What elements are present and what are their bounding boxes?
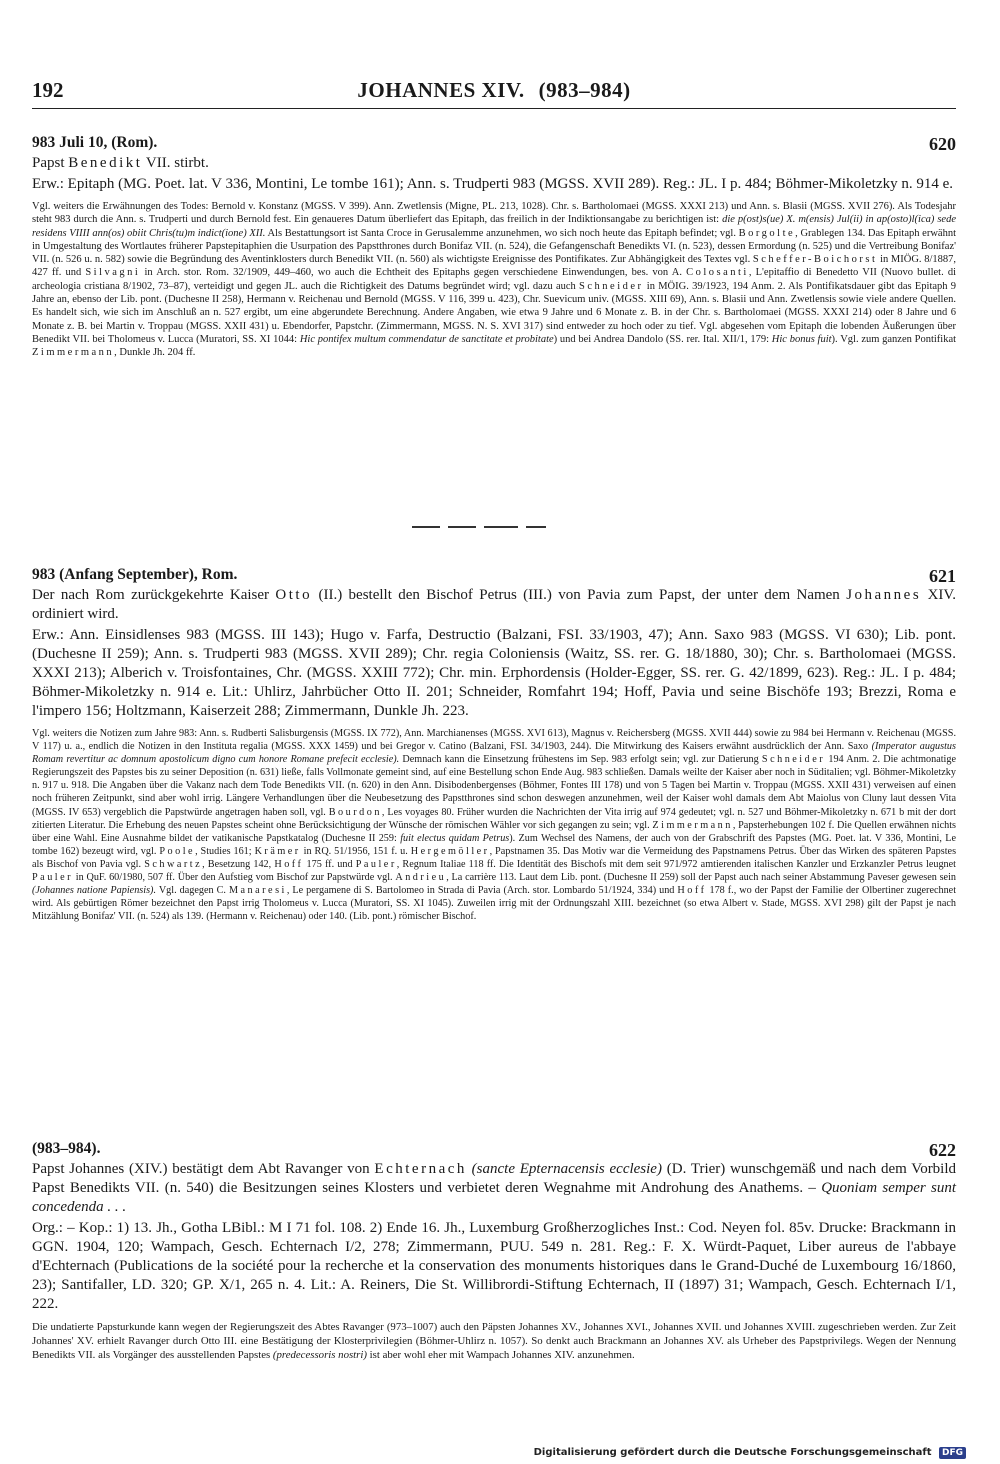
spaced-name: Poole (159, 845, 196, 857)
commentary-text: , Besetzung 142, (202, 858, 272, 870)
entry-head (32, 134, 956, 154)
references: Org.: – Kop.: 1) 13. Jh., Gotha LBibl.: M I 71 fol. 108. 2) Ende 16. Jh., Luxemburg Großherzogliches Inst.: Cod. Neyen fol. 85v. Drucke: Brackmann in GGN. 1904, 120; Wampach, Gesch. Echternach I/2, 278; Zimmermann, PUU. 549 n. 281. Reg.: F. X. Würdt-Paquet, Liber aureus de l'abbaye d'Echternach (Publications de la société pour la recherche et la conservation des monuments historiques dans le Grand-Duché de Luxembourg 16/1860, 23); Santifaller, LD. 320; GP. X/1, 265 n. 4. Lit.: A. Reiners, Die St. Willibrordi-Stiftung Echternach, II (1897) 31; Wampach, Gesch. Echternach I/1, 222. (32, 1220, 956, 1312)
entry-head (32, 566, 956, 586)
refs-part: Erw.: Epitaph (MG. Poet. lat. V 336, Montini, Le tombe 161); Ann. s. Trudperti 983 (MGSS. XVII 289). (32, 176, 660, 192)
regest-part: XIV. ordiniert wird. (32, 587, 957, 622)
commentary-text: Vgl. weiters die Notizen zum Jahre 983: Ann. s. Rudberti Salisburgensis (MGSS. IX 772), Ann. Marchianenses (MGSS. XVI 613), Magnus v. Reichersberg (MGSS. XVII 444) sowie zu 984 bei Hermann v. Reichenau (MGSS. V 117) u. a., endlich die Notizen in den Instituta regalia (MGSS. XXX 1459) und bei Gregor v. Catino (Balzani, FSI. 34/1903, 244). Die Mitwirkung des Kaisers erwähnt ausdrücklich der Ann. Saxo (32, 728, 956, 753)
references (32, 175, 956, 194)
pontificate-years: (983–984) (538, 78, 631, 102)
entry-date: 983 Juli 10, (Rom). (32, 134, 158, 151)
commentary-text: 178 f., wo der Papst der Familie der Olbertiner zugerechnet wird. Als gebürtigen Römer bezeichnet den Papst irrig Tholomeus v. Lucca (Muratori, SS. XI 1045). Zuweilen irrig mit der Ordnungszahl XIII. bezeichnet (so etwa Albert v. Stade, MGSS. XVI 298) gilt der Papst je nach Mitzählung Bonifaz' VII. (n. 524) als 139. (Hermann v. Reichenau) oder 140. (Lib. pont.) römischer Bischof. (32, 885, 957, 923)
spaced-name: Benedikt (68, 155, 143, 171)
references: Erw.: Ann. Einsidlenses 983 (MGSS. III 143); Hugo v. Farfa, Destructio (Balzani, FSI. 33/1903, 47); Ann. Saxo 983 (MGSS. VI 630); Lib. pont. (Duchesne II 259); Ann. s. Trudperti 983 (MGSS. XVII 289); Chr. regia Coloniensis (Waitz, SS. rer. G. 18/1880, 30); Chr. s. Bartholomaei (MGSS. XXXI 213); Alberich v. Troisfontaines, Chr. (MGSS. XXIII 772); Chr. min. Erphordensis (Holder-Egger, SS. rer. G. 42/1899, 623). Reg.: JL. I p. 484; Böhmer-Mikoletzky n. 914 e. Lit.: Uhlirz, Jahrbücher Otto II. 201; Schneider, Romfahrt 194; Hoff, Pavia und seine Bischöfe 193; Brezzi, Roma e l'impero 156; Holtzmann, Kaiserzeit 288; Zimmermann, Dunkle Jh. 223. (32, 627, 956, 719)
regest-part: (D. Trier) wunschgemäß und nach dem Vorbild Papst Benedikts VII. (n. 540) die Besitzungen seines Klosters und verbietet deren Wegnahme mit Androhung des Anathems. – (32, 1161, 957, 1196)
commentary-text: in MIÖG. 8/1887, 427 ff. und (32, 254, 957, 279)
spaced-name: Scheffer-Boichorst (752, 254, 878, 266)
spaced-name: Hergemöller (410, 845, 490, 857)
regest-entry-622 (32, 1140, 956, 1362)
spaced-name: Hoff (677, 885, 707, 897)
spaced-name: Zimmermann (32, 347, 115, 359)
commentary-text: Als Bestattungsort ist Santa Croce in Gerusalemme anzunehmen, wo sich noch heute das Epitaph befindet; vgl. (267, 227, 736, 239)
spaced-name: Echternach (374, 1161, 467, 1177)
spaced-name: Bourdon (328, 806, 382, 818)
spaced-name: Schneider (761, 754, 826, 766)
spaced-name: Andrieu (395, 872, 447, 884)
italic-quote: Hic bonus fuit (771, 333, 832, 345)
commentary-text: , Papsterhebungen 102 f. Die Quellen erwähnen nichts über eine Wahl. Eine Ausnahme bildet der vatikanische Papstkatalog (Duchesne II 259: (32, 819, 956, 844)
spaced-name: Pauler (355, 858, 397, 870)
regest-part: Papst Johannes (XIV.) bestätigt dem Abt Ravanger von (32, 1161, 370, 1177)
commentary-text: , Les voyages 80. Früher wurden die Nachrichten der Vita irrig auf 974 gedeutet; vgl. n. 527 und Böhmer-Mikoletzky n. 671 b mit der dort zitierten Literatur. Die Erhebung des neuen Papstes scheint ohne Berücksichtigung der Wünsche der römischen Wähler vor sich gegangen zu sein; vgl. (32, 806, 956, 831)
spaced-name: Otto (275, 587, 313, 603)
entry-date: 983 (Anfang September), Rom. (32, 566, 238, 583)
italic-quote: fuit electus quidam Petrus (400, 832, 510, 844)
footer (534, 1447, 966, 1459)
commentary-text: in QuF. 60/1980, 507 ff. Über den Aufstieg vom Bischof zur Papstwürde vgl. (75, 872, 393, 884)
regest-part: (II.) bestellt den Bischof Petrus (III.) von Pavia zum Papst, der unter dem Namen (318, 587, 840, 603)
spaced-name: Johannes (846, 587, 922, 603)
commentary-text: , L'epitaffio di Benedetto VII (Nuovo bullet. di archeologia cristiana 8/1902, 73–87), verteidigt und gegen JL. auch die Richtigkeit des Datums begründet wird; vgl. dazu auch (32, 267, 957, 292)
commentary-text: in MÖIG. 39/1923, 194 Anm. 2. Als Pontifikatsdauer gibt das Epitaph 9 Jahre an, ebenso der Lib. pont. (Duchesne II 258), Hermann v. Reichenau und Bernold (MGSS. V 116, 399 u. 423), Chr. Suevicum univ. (MGSS. XIII 69), Ann. s. Blasii und Ann. Zwetlensis sowie viele andere Quellen. Es handelt sich, wie sich im Anschluß an n. 527 ergibt, um eine abgerundete Berechnung. Andere Angaben, wie etwa 9 Jahre und 6 Monate z. B. in der Chr. s. Bartholomaei (MGSS. XXXI 214) oder 8 Jahre und 6 Monate z. B. bei Martin v. Troppau (MGSS. XXII 431) u. Ebendorfer, Papstchr. (Zimmermann, MGSS. N. S. XVI 317) sind entweder zu hoch oder zu tief. Vgl. abgesehen vom Epitaph die lobenden Äußerungen über Benedikt VII. bei Tholomeus v. Lucca (Muratori, SS. XI 1044: (32, 280, 957, 345)
spaced-name: Schwartz (144, 858, 203, 870)
regest-part: Papst (32, 155, 65, 171)
spaced-name: Silvagni (85, 267, 141, 279)
entry-number: 622 (929, 1140, 956, 1160)
regest-part: Der nach Rom zurückgekehrte Kaiser (32, 587, 270, 603)
commentary (32, 200, 956, 360)
commentary-text: 175 ff. und (306, 858, 353, 870)
spaced-name: Manaresi (228, 885, 287, 897)
commentary-text: Die undatierte Papsturkunde kann wegen der Regierungszeit des Abtes Ravanger (973–1007) auch den Päpsten Johannes XV., Johannes XVI., Johannes XVII. und Johannes XVIII. zugeschrieben werden. Zur Zeit Johannes' XV. erhielt Ravanger durch Otto III. eine Bestätigung der Klosterprivilegien (Böhmer-Uhlirz n. 1057). So denkt auch Brackmann an Johannes XV. als Urheber des Papstprivilegs. Wegen der Nennung Benedikts VII. als Vorgänger des ausstellenden Papstes (32, 1321, 956, 1361)
incipit: Quoniam semper sunt concedenda . . . (32, 1180, 957, 1215)
regest-entry-621 (32, 566, 956, 923)
italic-quote: (predecessoris nostri) (272, 1349, 367, 1361)
commentary-text: 194 Anm. 2. Die achtmonatige Regierungszeit des Papstes bis zu seiner Deposition (n. 631) ließe, falls Vollmonate gemeint sind, auf eine Bestellung schon Ende Aug. 983 schließen. Damals weilte der Kaiser aber noch in Süditalien; vgl. Böhmer-Mikoletzky n. 917 u. 918. Die Angaben über die Vakanz nach dem Tode Benedikts VII. (n. 620) in den Ann. Disibodenbergenses (Böhmer, Fontes III 178) und von 5 Tagen bei Martin v. Troppau (MGSS. XXII 431) verweisen auf einen noch früheren Zeitpunkt, sind aber wohl irrig. Längere Verhandlungen über die Neubesetzung des Papstthrones sind schon deswegen anzunehmen, weil der Kaiser wohl damals dem Abt Maiolus von Cluny laut dessen Vita (MGSS. IV 653) vergeblich die Papstwürde angetragen haben soll, vgl. (32, 754, 957, 818)
commentary-text: ). Zum Wechsel des Namens, der auch von der Grabschrift des Papstes (MG. Poet. lat. V 336, Montini, Le tombe 162) bezeugt wird, vgl. (32, 832, 957, 857)
refs-part: Reg.: JL. I p. 484; Böhmer-Mikoletzky n. 914 e. (662, 176, 954, 192)
commentary-text: , Regnum Italiae 118 ff. Die Identität des Bischofs mit dem seit 971/972 amtierenden italischen Kanzler und Erzkanzler Petrus leugnet (396, 858, 956, 870)
commentary (32, 1320, 956, 1362)
spaced-name: Schneider (579, 280, 644, 292)
italic-quote: (Imperator augustus Romam revertitur ac domnum apostolicum digno cum honore Romane prefecit ecclesie). (32, 741, 956, 766)
running-head (32, 78, 956, 109)
regest-text (32, 1160, 956, 1217)
commentary-text: in Arch. stor. Rom. 32/1909, 449–460, wo auch die Echtheit des Epitaphs gegen verschiedene Einwendungen, bes. von A. (144, 267, 682, 279)
commentary (32, 727, 956, 923)
page-number: 192 (32, 78, 64, 102)
italic-quote: Hic pontifex multum commendatur de sanctitate et probitate (299, 333, 554, 345)
regest-text (32, 154, 956, 173)
funding-note: Digitalisierung gefördert durch die Deutsche Forschungsgemeinschaft (533, 1447, 932, 1458)
spaced-name: Zimmermann (652, 819, 733, 831)
commentary-text: ist aber wohl eher mit Wampach Johannes XIV. anzunehmen. (369, 1349, 635, 1361)
commentary-text: , Grablegen 134. Das Epitaph erwähnt in Umgestaltung des Wortlautes früherer Papstepitaphien die Usurpation des Papstthrones durch Bonifaz VII. (n. 524), die Gefangenschaft Benedikts VI. (n. 523), dessen Ermordung (n. 525) und die Vertreibung Bonifaz' VII. (n. 526 u. n. 582) sowie die Begründung des Aventinklosters durch Benedikt VII. (n. 560) als wichtigste Ereignisse des Pontifikates. Zur Abhängigkeit des Textes vgl. (32, 227, 956, 266)
italic-quote: (Johannes natione Papiensis). (32, 885, 156, 897)
regest-text (32, 586, 956, 624)
regest-entry-620 (32, 134, 956, 360)
italic-quote: (sancte Epternacensis ecclesie) (471, 1161, 662, 1177)
commentary-text: Vgl. weiters die Erwähnungen des Todes: Bernold v. Konstanz (MGSS. V 399). Ann. Zwetlensis (Migne, PL. 213, 1028). Chr. s. Bartholomaei (MGSS. XXXI 213) und Ann. s. Blasii (MGSS. XVII 276). Als Todesjahr steht 983 durch die Ann. s. Trudperti und durch Bernold fest. Ein genaueres Datum überliefert das Epitaph, das freilich in der Indiktionsangabe zu berichtigen ist: (32, 201, 956, 226)
spaced-name: Colosanti (686, 267, 749, 279)
commentary-text: , Le pergamene di S. Bartolomeo in Strada di Pavia (Arch. stor. Lombardo 51/1924, 334) und (286, 885, 675, 897)
spaced-name: Pauler (32, 872, 74, 884)
commentary-text: ). Vgl. zum ganzen Pontifikat (831, 333, 957, 345)
commentary-text: , Studies 161; (195, 845, 252, 857)
entry-number: 621 (929, 566, 956, 586)
running-title (32, 78, 956, 103)
entry-head (32, 1140, 956, 1160)
commentary-text: , Papstnamen 35. Das Motiv war die Vermeidung des Papstnamens Petrus. Über das Wirken des späteren Papstes als Bischof von Pavia vgl. (32, 845, 957, 870)
spaced-name: Borgolte (738, 227, 796, 239)
regest-part: VII. stirbt. (145, 155, 209, 171)
section-separator (412, 526, 562, 528)
pope-title: JOHANNES XIV. (357, 78, 525, 102)
commentary-text: , La carrière 113. Laut dem Lib. pont. (Duchesne II 259) soll der Papst auch nach seiner Abstammung Paveser gewesen sein (446, 872, 956, 884)
commentary-text: ) und bei Andrea Dandolo (SS. rer. Ital. XII/1, 179: (553, 333, 770, 345)
spaced-name: Krämer (254, 845, 301, 857)
spaced-name: Hoff (274, 858, 304, 870)
commentary-text: Vgl. dagegen C. (158, 885, 226, 897)
commentary-text: in RQ. 51/1956, 151 f. u. (303, 845, 408, 857)
commentary-text: Demnach kann die Einsetzung frühestens im Sep. 983 erfolgt sein; vgl. zur Datierung (402, 754, 759, 766)
entry-number: 620 (929, 134, 956, 154)
italic-quote: die p(ost)s(ue) X. m(ensis) Jul(ii) in ap(osto)l(ica) sede residens VIIII ann(os) obiit Chris(tu)m indict(ione) XII. (32, 214, 956, 239)
entry-date: (983–984). (32, 1140, 101, 1157)
dfg-logo-icon: DFG (939, 1447, 966, 1459)
commentary-text: , Dunkle Jh. 204 ff. (114, 347, 196, 359)
